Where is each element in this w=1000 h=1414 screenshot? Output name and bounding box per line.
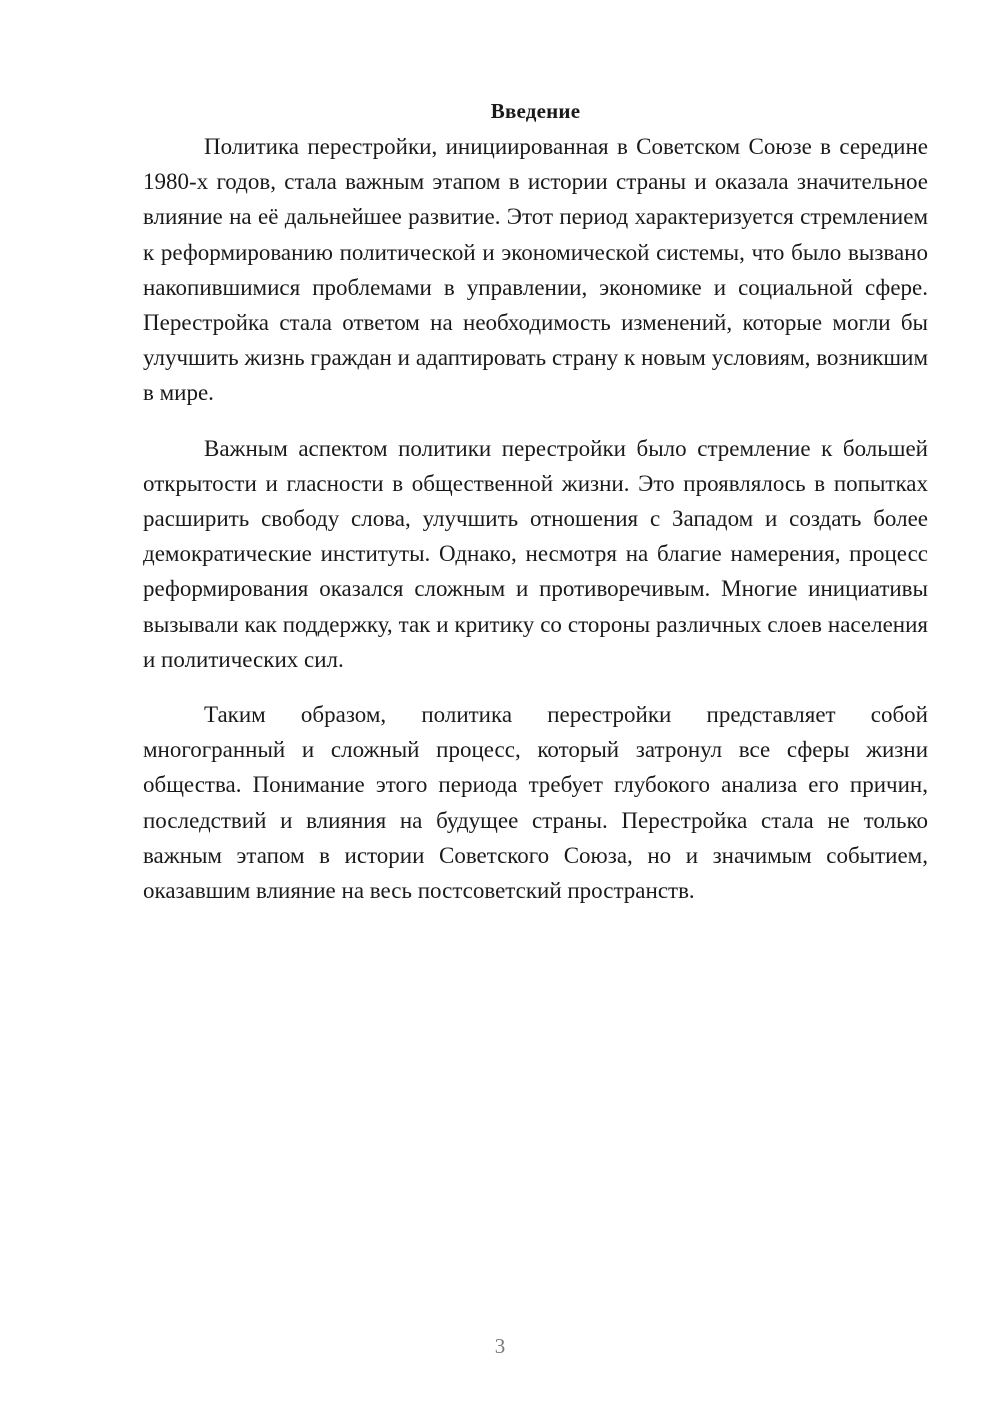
page-number: 3 bbox=[494, 1334, 506, 1358]
paragraph-3: Таким образом, политика перестройки представляет собой многогранный и сложный процесс, который затронул все сферы жизни общества. Понимание этого периода требует глубокого анализа его причин, последствий и влияния на будущее страны. Перестройка стала не только важным этапом в истории Советского Союза, но и значимым событием, оказавшим влияние на весь постсоветский пространств. bbox=[143, 702, 928, 904]
paragraph-2: Важным аспектом политики перестройки было стремление к большей открытости и гласности в общественной жизни. Это проявлялось в попытках расширить свободу слова, улучшить отношения с Западом и создать более демократические институты. Однако, несмотря на благие намерения, процесс реформирования оказался сложным и противоречивым. Многие инициативы вызывали как поддержку, так и критику со стороны различных слоев населения и политических сил. bbox=[143, 435, 928, 672]
section-heading: Введение bbox=[490, 99, 581, 123]
paragraph-1: Политика перестройки, инициированная в Советском Союзе в середине 1980-х годов, стала важным этапом в истории страны и оказала значительное влияние на её дальнейшее развитие. Этот период характеризуется стремлением к реформированию политической и экономической системы, что было вызвано накопившимися проблемами в управлении, экономике и социальной сфере. Перестройка стала ответом на необходимость изменений, которые могли бы улучшить жизнь граждан и адаптировать страну к новым условиям, возникшим в мире. bbox=[143, 134, 928, 406]
page-content bbox=[143, 93, 928, 908]
